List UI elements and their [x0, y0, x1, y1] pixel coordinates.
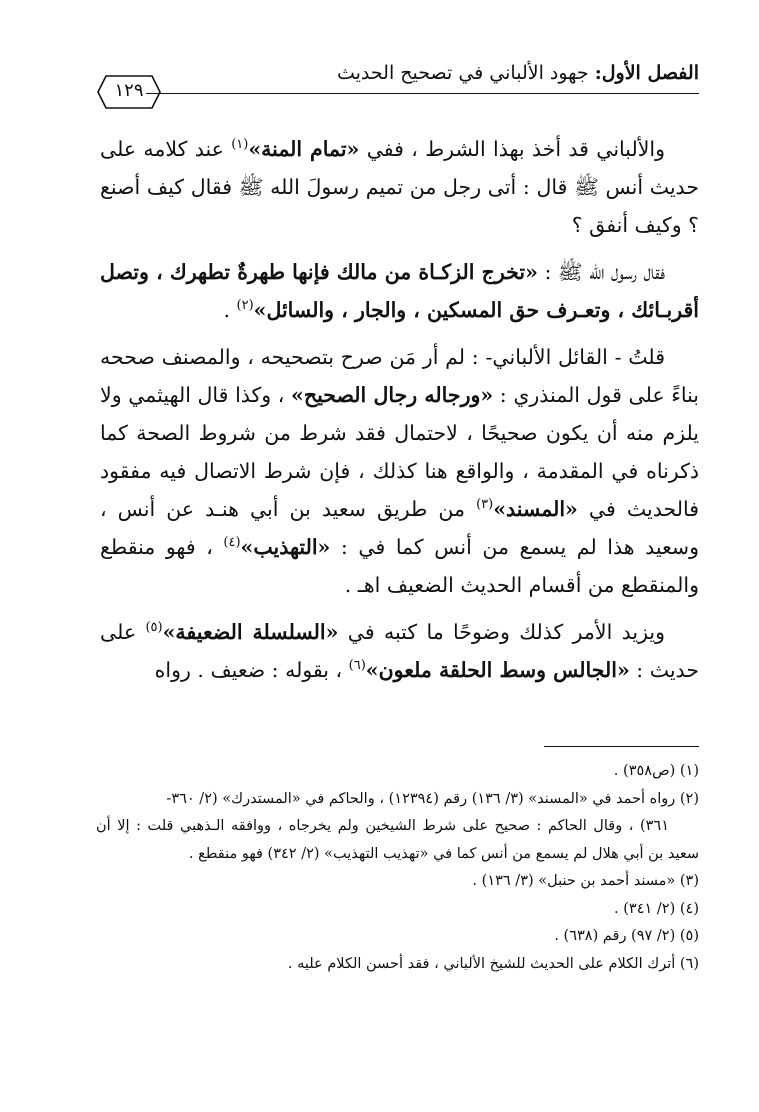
text-run: ويزيد الأمر كذلك وضوحًا ما كتبه في	[338, 620, 665, 644]
text-run: ، بقوله : ضعيف . رواه	[154, 658, 349, 682]
bold-title: «التهذيب»	[240, 535, 331, 559]
footnote-ref: (٣)	[476, 497, 494, 513]
footnote-5: (٥) (٢/ ٩٧) رقم (٦٣٨) .	[554, 928, 699, 944]
footnote-ref: (١)	[231, 137, 249, 153]
footnote-ref: (٥)	[145, 620, 163, 636]
paragraph-1	[100, 130, 699, 244]
footnote-ref: (٦)	[348, 658, 366, 674]
footnote-2	[96, 786, 699, 869]
footnote-ref: (٢)	[236, 298, 254, 314]
footnote-2-line: (٢) رواه أحمد في «المسند» (٣/ ١٣٦) رقم (١٢٣٩٤) ، والحاكم في «المستدرك» (٢/ ٣٦٠-	[166, 790, 699, 807]
footnote-1: (١) (ص٣٥٨) .	[613, 763, 699, 779]
footnote-2-continuation: ٣٦١) ، وقال الحاكم : صحيح على شرط الشيخين ولم يخرجاه ، ووافقه الـذهبي قلت : إلا أن سعيد بن أبي هلال لم يسمع من أنس كما في «تهذيب التهذيب» (٢/ ٣٤٢) فهو منقطع .	[96, 818, 699, 862]
running-title-text: جهود الألباني في تصحيح الحديث	[336, 62, 589, 84]
footnote-4: (٤) (٢/ ٣٤١) .	[614, 900, 699, 917]
text-run: على حديث :	[100, 620, 699, 682]
text-run: قلتُ - القائل الألباني- : لم أر مَن صرح بتصحيحه ، والمصنف صححه بناءً على قول المنذري :	[100, 345, 700, 407]
text-run: فقال رسول الله ﷺ :	[537, 260, 665, 284]
text-run: ، وكذا قال الهيثمي ولا يلزم منه أن يكون صحيحًا ، لاحتمال فقد شرط من شروط الصحة كما ذكرناه في المقدمة ، والواقع هنا كذلك ، فإن شرط الاتصال فيه مفقود فالحديث في	[100, 383, 699, 521]
text-run: ، فهو منقطع والمنقطع من أقسام الحديث الضعيف اهـ .	[100, 535, 699, 597]
main-text	[100, 130, 699, 698]
paragraph-4	[100, 613, 699, 689]
page-number: ١٢٩	[114, 80, 144, 101]
text-run: من طريق سعيد بن أبي هنـد عن أنس ، وسعيد هذا لم يسمع من أنس كما في :	[100, 497, 699, 559]
footnotes	[96, 758, 699, 978]
text-run: والألباني قد أخذ بهذا الشرط ، ففي	[359, 137, 666, 161]
footnote-separator	[544, 746, 699, 747]
paragraph-3	[100, 338, 699, 604]
footnote-6: (٦) أترك الكلام على الحديث للشيخ الألباني ، فقد أحسن الكلام عليه .	[287, 955, 699, 972]
bold-title: «المسند»	[493, 497, 578, 521]
bold-title: «تمام المنة»	[248, 137, 360, 161]
paragraph-2	[100, 253, 699, 329]
chapter-label: الفصل الأول:	[594, 62, 699, 84]
text-run: .	[223, 298, 237, 322]
bold-quote: «ورجاله رجال الصحيح»	[291, 383, 494, 407]
bold-title: «السلسلة الضعيفة»	[162, 620, 339, 644]
page-number-frame	[96, 74, 162, 110]
page-header	[96, 58, 699, 108]
text-run: عند كلامه على حديث أنس ﷺ قال : أتى رجل من تميم رسولَ الله ﷺ فقال كيف أصنع ؟ وكيف أنفق ؟	[100, 137, 699, 237]
hadith-quote: «تخرج الزكـاة من مالك فإنها طهرةٌ تطهرك ، وتصل أقربـائك ، وتعـرف حق المسكين ، والجار ، والسائل»	[100, 260, 699, 322]
running-title	[337, 62, 699, 84]
footnote-ref: (٤)	[223, 535, 241, 551]
footnote-3: (٣) «مسند أحمد بن حنبل» (٣/ ١٣٦) .	[472, 873, 699, 889]
hadith-quote: «الجالس وسط الحلقة ملعون»	[365, 658, 630, 682]
header-rule	[146, 93, 699, 94]
